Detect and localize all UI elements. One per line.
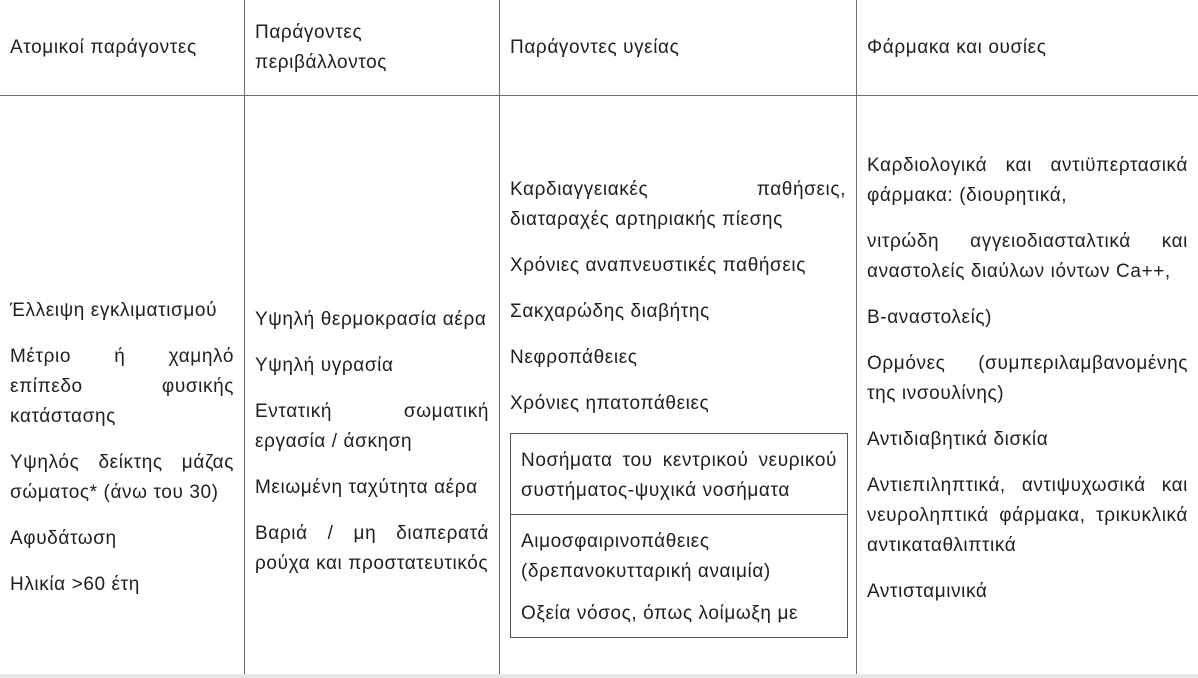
list-item: Σακχαρώδης διαβήτης — [510, 301, 710, 322]
nested-table — [510, 433, 848, 638]
list-item: Υψηλή θερμοκρασία αέρα — [255, 309, 487, 330]
header-health-factors — [500, 0, 856, 95]
nested-cell: Νοσήματα του κεντρικού νευρικού συστήματος-ψυχικά νοσήματα — [521, 450, 837, 501]
header-environmental-factors — [245, 0, 499, 95]
list-item: Βαριά / μη διαπερατά ρούχα και προστατευτικός — [255, 523, 489, 574]
list-item: Μειωμένη ταχύτητα αέρα — [255, 477, 478, 498]
list-item: Υψηλή υγρασία — [255, 355, 394, 376]
list-item: Β-αναστολείς) — [867, 307, 993, 328]
cell-environmental-factors — [245, 305, 499, 595]
list-item: Εντατική σωματική εργασία / άσκηση — [255, 401, 489, 452]
nested-item: Οξεία νόσος, όπως λοίμωξη με — [521, 603, 799, 624]
list-item: Ηλικία >60 έτη — [10, 574, 140, 595]
list-item: Αντισταμινικά — [867, 581, 988, 602]
cell-drugs-substances — [857, 151, 1198, 623]
list-item: Χρόνιες ηπατοπάθειες — [510, 393, 710, 414]
list-item: νιτρώδη αγγειοδιασταλτικά και αναστολείς διαύλων ιόντων Ca++, — [867, 231, 1188, 282]
nested-item: Αιμοσφαιρινοπάθειες (δρεπανοκυτταρική αναιμία) — [521, 531, 771, 582]
list-item: Μέτριο ή χαμηλό επίπεδο φυσικής κατάστασης — [10, 346, 234, 427]
list-item: Έλλειψη εγκλιματισμού — [10, 300, 218, 321]
header-individual-factors — [0, 0, 244, 95]
list-item: Νεφροπάθειες — [510, 347, 638, 368]
list-item: Ορμόνες (συμπεριλαμβανομένης της ινσουλίνης) — [867, 353, 1188, 404]
list-item: Καρδιολογικά και αντιϋπερτασικά φάρμακα: (διουρητικά, — [867, 155, 1188, 206]
cell-health-factors — [500, 175, 856, 638]
list-item: Αφυδάτωση — [10, 528, 117, 549]
list-item: Υψηλός δείκτης μάζας σώματος* (άνω του 30) — [10, 452, 234, 503]
nested-cell — [511, 514, 847, 637]
cell-individual-factors — [0, 296, 244, 616]
list-item: Καρδιαγγειακές παθήσεις, διαταραχές αρτηριακής πίεσης — [510, 179, 846, 230]
list-item: Χρόνιες αναπνευστικές παθήσεις — [510, 255, 807, 276]
header-label: Παράγοντες περιβάλλοντος — [255, 21, 388, 73]
list-item: Αντιδιαβητικά δισκία — [867, 429, 1049, 450]
list-item: Αντιεπιληπτικά, αντιψυχωσικά και νευροληπτικά φάρμακα, τρικυκλικά αντικαταθλιπτικά — [867, 475, 1188, 556]
header-label: Φάρμακα και ουσίες — [867, 36, 1047, 58]
header-divider — [0, 95, 1198, 96]
horizontal-scrollbar-track[interactable] — [0, 674, 1198, 678]
header-label: Παράγοντες υγείας — [510, 36, 680, 58]
header-label: Ατομικοί παράγοντες — [10, 36, 197, 58]
header-drugs-substances — [857, 0, 1198, 95]
